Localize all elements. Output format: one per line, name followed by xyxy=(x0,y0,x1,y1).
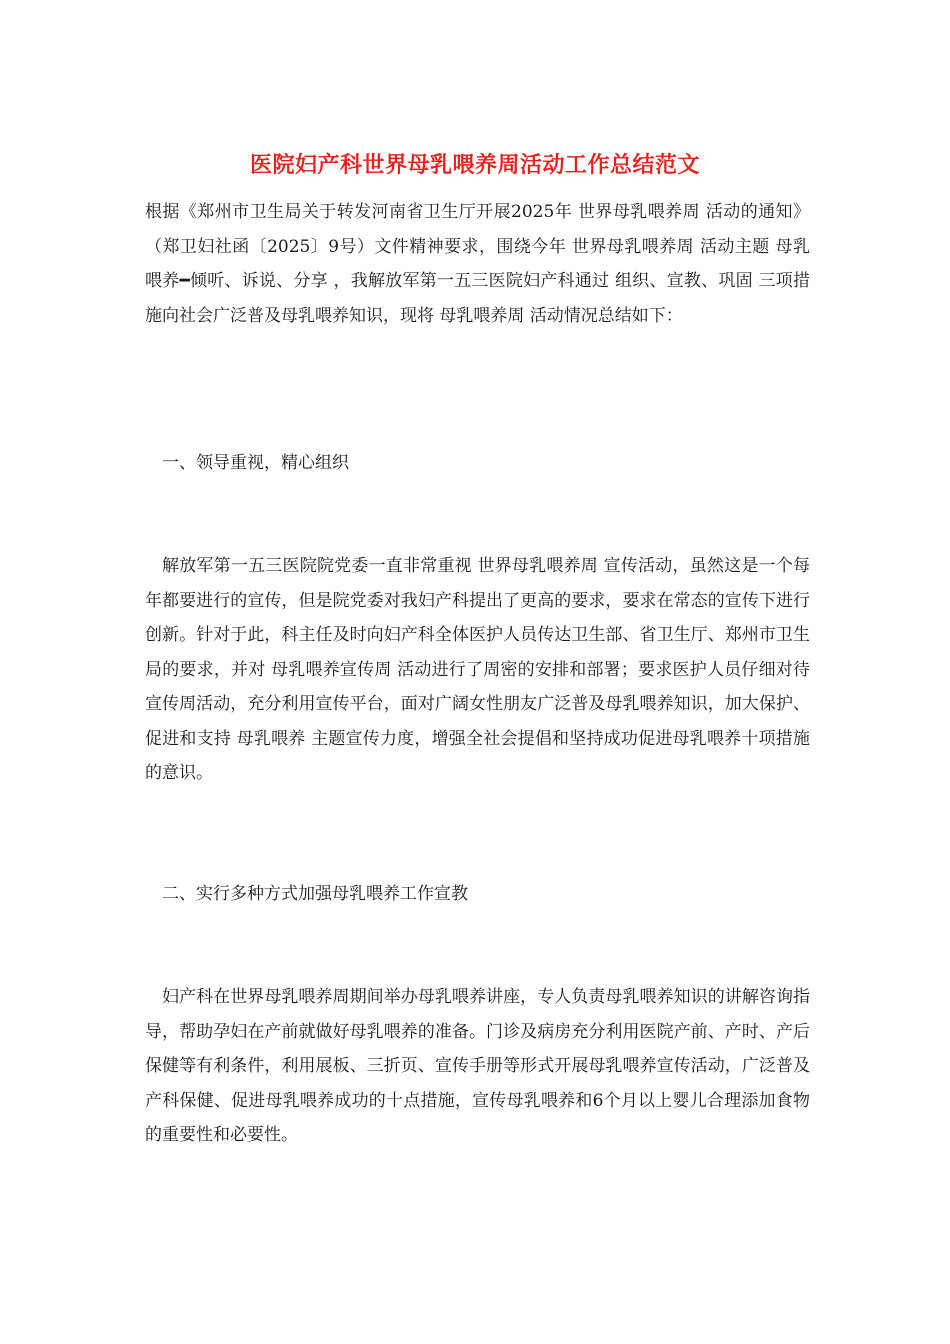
intro-paragraph: 根据《郑州市卫生局关于转发河南省卫生厅开展2025年 世界母乳喂养周 活动的通知》（郑卫妇社函〔2025〕9号）文件精神要求，围绕今年 世界母乳喂养周 活动主题 母乳喂养━倾听、诉说、分享 ，我解放军第一五三医院妇产科通过 组织、宣教、巩固 三项措施向社会广泛普及母乳喂养知识，现将 母乳喂养周 活动情况总结如下： xyxy=(145,202,810,326)
section-2-heading: 二、实行多种方式加强母乳喂养工作宣教 xyxy=(162,884,468,904)
section-2-body: 妇产科在世界母乳喂养周期间举办母乳喂养讲座，专人负责母乳喂养知识的讲解咨询指导，帮助孕妇在产前就做好母乳喂养的准备。门诊及病房充分利用医院产前、产时、产后保健等有利条件，利用展板、三折页、宣传手册等形式开展母乳喂养宣传活动，广泛普及产科保健、促进母乳喂养成功的十点措施，宣传母乳喂养和6个月以上婴儿合理添加食物的重要性和必要性。 xyxy=(145,987,810,1145)
section-1-heading: 一、领导重视，精心组织 xyxy=(162,453,349,473)
section-1-body: 解放军第一五三医院院党委一直非常重视 世界母乳喂养周 宣传活动，虽然这是一个每年都要进行的宣传，但是院党委对我妇产科提出了更高的要求，要求在常态的宣传下进行创新。针对于此，科主任及时向妇产科全体医护人员传达卫生部、省卫生厅、郑州市卫生局的要求，并对 母乳喂养宣传周 活动进行了周密的安排和部署；要求医护人员仔细对待宣传周活动，充分利用宣传平台，面对广阔女性朋友广泛普及母乳喂养知识，加大保护、促进和支持 母乳喂养 主题宣传力度，增强全社会提倡和坚持成功促进母乳喂养十项措施的意识。 xyxy=(145,556,810,783)
document-title: 医院妇产科世界母乳喂养周活动工作总结范文 xyxy=(249,152,700,178)
